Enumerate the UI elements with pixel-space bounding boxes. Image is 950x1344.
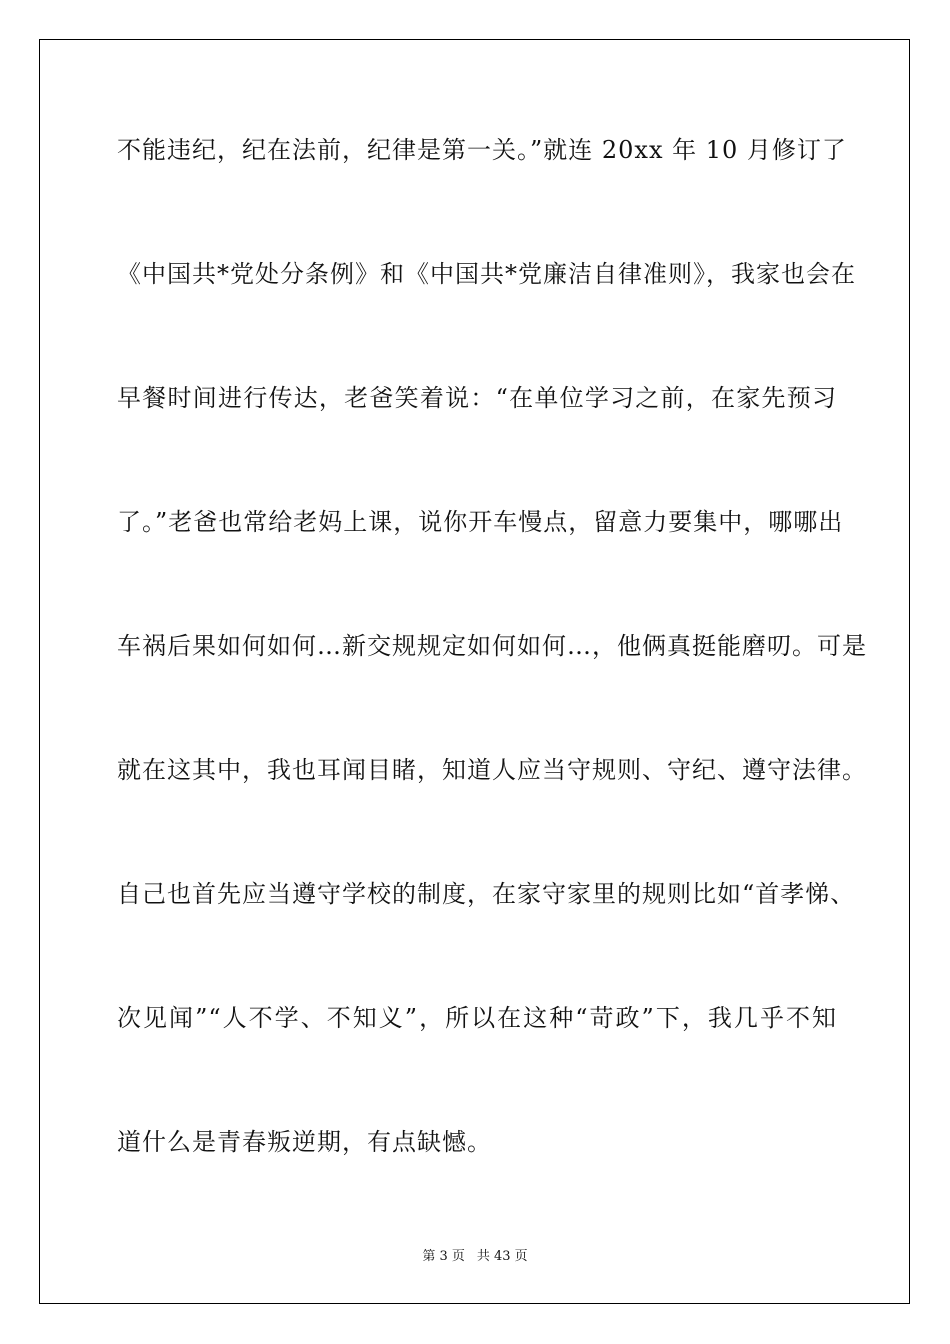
page-footer bbox=[0, 1248, 950, 1266]
body-text-line: 就在这其中，我也耳闻目睹，知道人应当守规则、守纪、遵守法律。 bbox=[117, 756, 867, 784]
body-text-line: 车祸后果如何如何…新交规规定如何如何…，他俩真挺能磨叨。可是 bbox=[117, 632, 867, 660]
body-text-line: 了。”老爸也常给老妈上课，说你开车慢点，留意力要集中，哪哪出 bbox=[117, 508, 844, 536]
body-text-line: 自己也首先应当遵守学校的制度，在家守家里的规则比如“首孝悌、 bbox=[117, 880, 856, 908]
body-text-line: 道什么是青春叛逆期，有点缺憾。 bbox=[117, 1128, 492, 1156]
page-border bbox=[39, 39, 910, 1304]
body-text-line: 《中国共*党处分条例》和《中国共*党廉洁自律准则》，我家也会在 bbox=[117, 260, 856, 288]
body-text-line: 不能违纪，纪在法前，纪律是第一关。”就连 20xx 年 10 月修订了 bbox=[117, 136, 847, 164]
body-text-line: 次见闻”“人不学、不知义”，所以在这种“苛政”下，我几乎不知 bbox=[117, 1004, 837, 1032]
body-text-line: 早餐时间进行传达，老爸笑着说：“在单位学习之前，在家先预习 bbox=[117, 384, 837, 412]
page-total: 共 43 页 bbox=[476, 1249, 528, 1264]
page-number: 第 3 页 bbox=[422, 1249, 465, 1264]
